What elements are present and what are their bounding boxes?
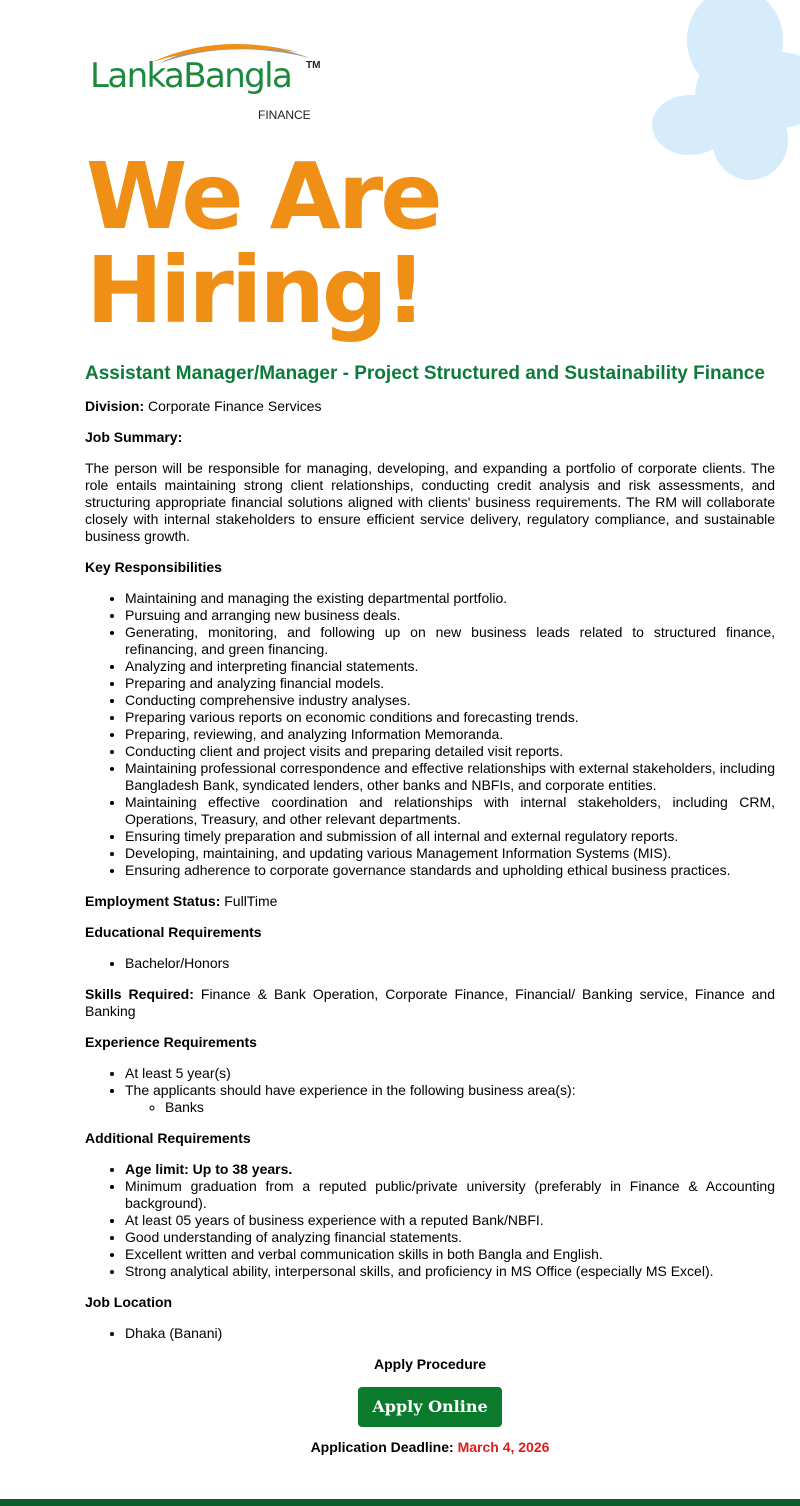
apply-online-button[interactable]: Apply Online [358,1387,501,1427]
responsibilities-heading: Key Responsibilities [85,559,222,575]
deadline-row [85,1439,775,1456]
list-item: • Conducting comprehensive industry analyses. [125,692,775,709]
skills-value: Finance & Bank Operation, Corporate Finance, Financial/ Banking service, Finance and Banking [85,986,775,1019]
apply-button-wrap [85,1387,775,1427]
list-item: • Ensuring adherence to corporate governance standards and upholding ethical business practices. [125,862,775,879]
experience-areas-list [125,1099,775,1116]
list-item: • Ensuring timely preparation and submission of all internal and external regulatory reports. [125,828,775,845]
division-value: Corporate Finance Services [148,398,322,414]
list-item: • Bachelor/Honors [125,955,775,972]
summary-heading: Job Summary: [85,429,183,445]
list-item: • Preparing various reports on economic conditions and forecasting trends. [125,709,775,726]
location-list [85,1325,775,1342]
list-item: • Strong analytical ability, interpersonal skills, and proficiency in MS Office (especially MS Excel). [125,1263,775,1280]
company-logo [88,34,328,124]
logo-wordmark: LankaBangla [90,56,292,96]
flower-decoration [630,0,800,180]
summary-text: The person will be responsible for managing, developing, and expanding a portfolio of corporate clients. The role entails maintaining strong client relationships, conducting credit analysis and risk assessments, and structuring appropriate financial solutions aligned with clients' business requirements. The RM will collaborate closely with internal stakeholders to ensure efficient service delivery, regulatory compliance, and sustainable business growth. [85,460,775,544]
education-heading: Educational Requirements [85,924,262,940]
list-item: • Minimum graduation from a reputed public/private university (preferably in Finance & Accounting background). [125,1178,775,1212]
deadline-label: Application Deadline: [310,1439,454,1455]
employment-row [85,893,775,910]
education-list [85,955,775,972]
list-item: • At least 5 year(s) [125,1065,775,1082]
list-item: • Preparing and analyzing financial models. [125,675,775,692]
list-item: • Generating, monitoring, and following up on new business leads related to structured finance, refinancing, and green financing. [125,624,775,658]
logo-subtitle: FINANCE [258,108,311,122]
list-item: • Analyzing and interpreting financial statements. [125,658,775,675]
division-label: Division: [85,398,145,414]
headline-line-1: We Are [86,143,440,250]
employment-value: FullTime [224,893,278,909]
list-item: • Good understanding of analyzing financial statements. [125,1229,775,1246]
list-item: • Preparing, reviewing, and analyzing Information Memoranda. [125,726,775,743]
additional-list [85,1161,775,1280]
list-item: • Maintaining professional correspondence and effective relationships with external stakeholders, including Bangladesh Bank, syndicated lenders, other banks and NBFIs, and corporate entities. [125,760,775,794]
list-item: • Excellent written and verbal communication skills in both Bangla and English. [125,1246,775,1263]
list-item: • Pursuing and arranging new business deals. [125,607,775,624]
list-item: ◦ Banks [165,1099,775,1116]
employment-label: Employment Status: [85,893,221,909]
list-item: • Maintaining and managing the existing departmental portfolio. [125,590,775,607]
logo-trademark: TM [306,60,321,71]
experience-area-intro: The applicants should have experience in the following business area(s): [125,1082,576,1098]
additional-heading: Additional Requirements [85,1130,251,1146]
list-item: • Developing, maintaining, and updating various Management Information Systems (MIS). [125,845,775,862]
list-item [125,1082,775,1116]
division-row [85,398,775,415]
job-title: Assistant Manager/Manager - Project Structured and Sustainability Finance [85,363,765,384]
bottom-bar [0,1499,800,1506]
list-item: • Maintaining effective coordination and relationships with internal stakeholders, including CRM, Operations, Treasury, and other relevant departments. [125,794,775,828]
job-posting [85,363,775,1470]
list-item: • Dhaka (Banani) [125,1325,775,1342]
responsibilities-list [85,590,775,879]
list-item: • Age limit: Up to 38 years. [125,1161,775,1178]
location-heading: Job Location [85,1294,173,1310]
headline-line-2: Hiring! [86,237,424,344]
experience-list [85,1065,775,1116]
hiring-headline [86,143,486,344]
skills-row [85,986,775,1020]
apply-heading: Apply Procedure [373,1356,487,1372]
skills-label: Skills Required: [85,986,194,1002]
list-item: • Conducting client and project visits and preparing detailed visit reports. [125,743,775,760]
experience-heading: Experience Requirements [85,1034,257,1050]
deadline-date: March 4, 2026 [457,1439,550,1455]
list-item: • At least 05 years of business experience with a reputed Bank/NBFI. [125,1212,775,1229]
